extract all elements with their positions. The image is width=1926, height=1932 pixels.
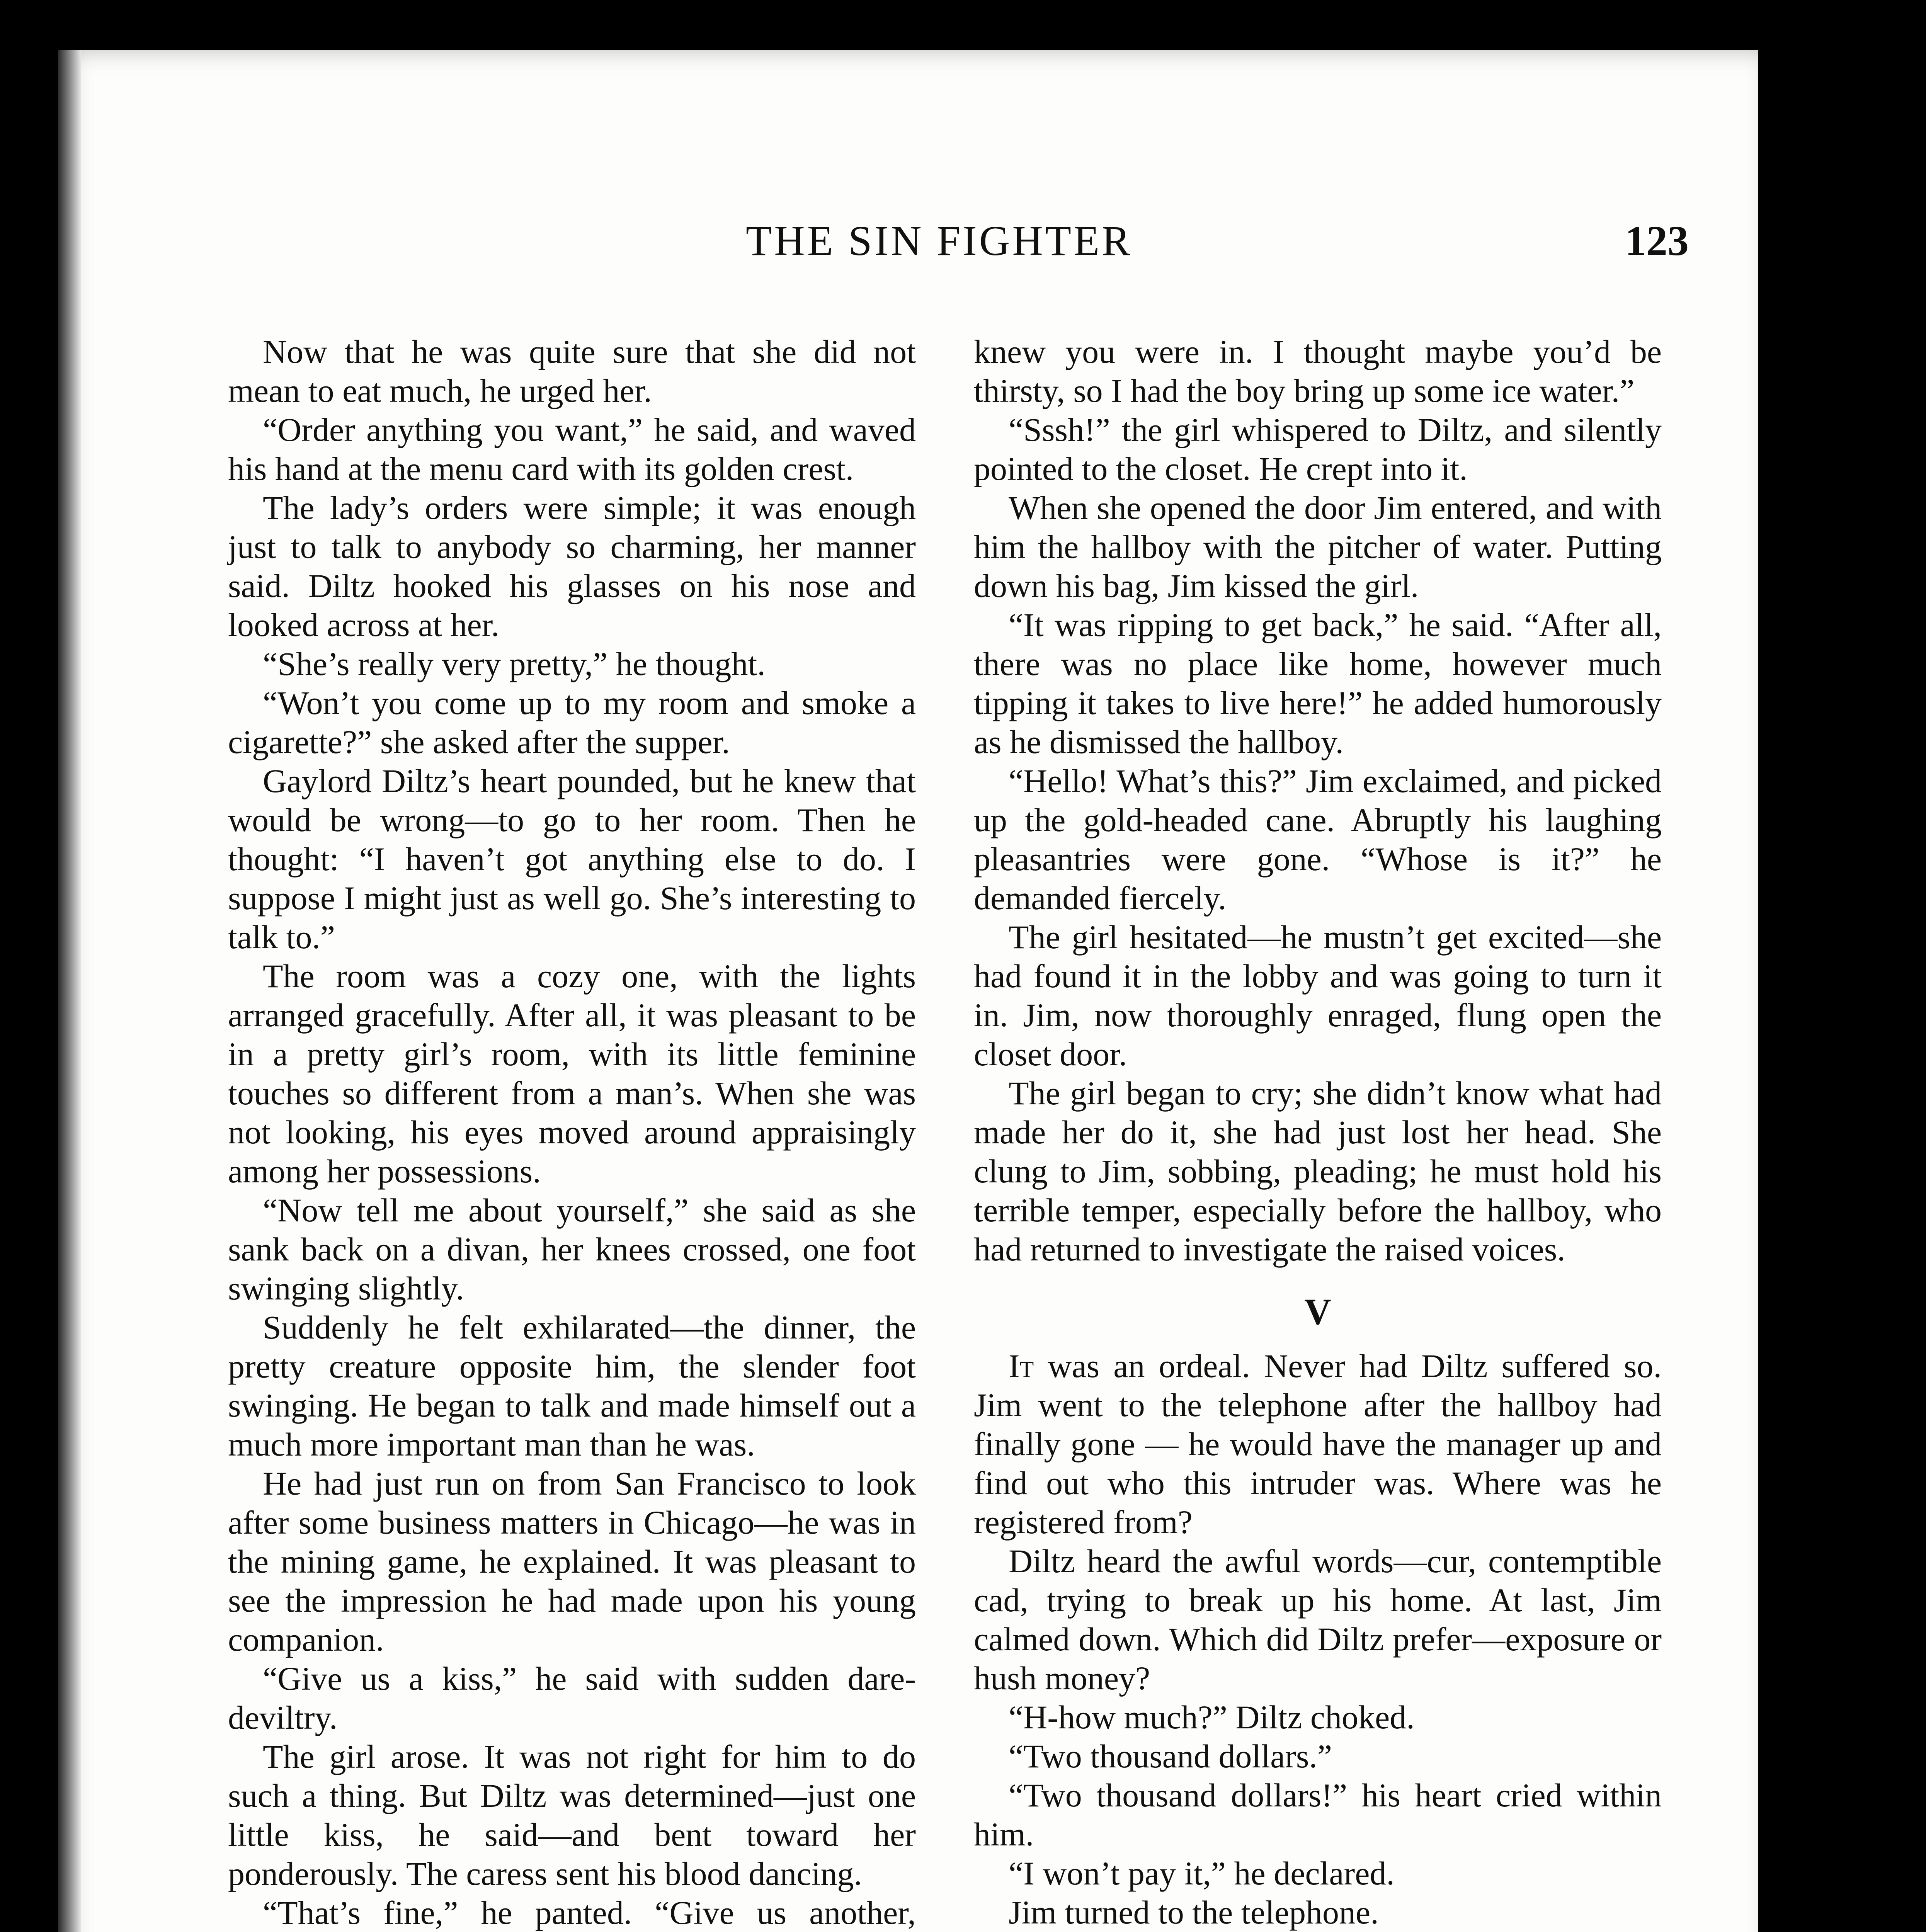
paragraph: “She’s really very pretty,” he thought.: [263, 645, 766, 682]
paragraph: Now that he was quite sure that she did not mean to eat much, he urged her.: [228, 333, 916, 409]
paragraph: “It was ripping to get back,” he said. “After all, there was no place like home, however much tipping it takes to live here!” he added humorously as he dismissed the hallboy.: [974, 606, 1662, 760]
paragraph: The girl hesitated—he mustn’t get excited—she had found it in the lobby and was going to turn it in. Jim, now thoroughly enraged, flung open the closet door.: [974, 918, 1662, 1073]
section-first-rest: was an ordeal. Never had Diltz suffered so. Jim went to the telephone after the hallboy had finally gone — he would have the manager up and find out who this intruder was. Where was he registered from?: [974, 1347, 1662, 1541]
running-title: THE SIN FIGHTER: [746, 217, 1133, 264]
section-opening-paragraph: [974, 1347, 1662, 1542]
section-first-word: It: [1009, 1347, 1034, 1384]
paragraph: Jim turned to the telephone.: [1009, 1894, 1379, 1931]
section-heading: V: [1304, 1291, 1331, 1332]
paragraph: Gaylord Diltz’s heart pounded, but he knew that would be wrong—to go to her room. Then he thought: “I haven’t got anything else to do. I suppose I might just as well go. She’s interesting to talk to.”: [228, 762, 916, 956]
right-column-part-2: [974, 1542, 1662, 1932]
paragraph: Suddenly he felt exhilarated—the dinner, the pretty creature opposite him, the slender foot swinging. He began to talk and made himself out a much more important man than he was.: [228, 1309, 916, 1463]
paragraph: The lady’s orders were simple; it was enough just to talk to anybody so charming, her manner said. Diltz hooked his glasses on his nose and looked across at her.: [228, 489, 916, 643]
paragraph: Diltz heard the awful words—cur, contemptible cad, trying to break up his home. At last, Jim calmed down. Which did Diltz prefer—exposure or hush money?: [974, 1543, 1662, 1697]
paragraph: The room was a cozy one, with the lights arranged gracefully. After all, it was pleasant to be in a pretty girl’s room, with its little feminine touches so different from a man’s. When she was not looking, his eyes moved around appraisingly among her possessions.: [228, 957, 916, 1190]
paragraph: “Order anything you want,” he said, and waved his hand at the menu card with its golden crest.: [228, 411, 916, 487]
paragraph: The girl began to cry; she didn’t know what had made her do it, she had just lost her head. She clung to Jim, sobbing, pleading; he must hold his terrible temper, especially before the hallboy, who had returned to investigate the raised voices.: [974, 1075, 1662, 1268]
paragraph: When she opened the door Jim entered, and with him the hallboy with the pitcher of water. Putting down his bag, Jim kissed the girl.: [974, 489, 1662, 604]
paragraph: “Now tell me about yourself,” she said as she sank back on a divan, her knees crossed, one foot swinging slightly.: [228, 1192, 916, 1307]
paragraph: “Sssh!” the girl whispered to Diltz, and silently pointed to the closet. He crept into it.: [974, 411, 1662, 487]
book-spine-shadow: [58, 50, 81, 1932]
right-column: [974, 332, 1662, 1932]
paragraph: The girl arose. It was not right for him to do such a thing. But Diltz was determined—just one little kiss, he said—and bent toward her ponderously. The caress sent his blood dancing.: [228, 1738, 916, 1892]
paragraph: “I won’t pay it,” he declared.: [1009, 1855, 1395, 1892]
page-number: 123: [1625, 217, 1689, 264]
paragraph: He had just run on from San Francisco to look after some business matters in Chicago—he was in the mining game, he explained. It was pleasant to see the impression he had made upon his young companion.: [228, 1465, 916, 1658]
paragraph: “Two thousand dollars!” his heart cried within him.: [974, 1777, 1662, 1853]
left-column: [228, 332, 916, 1932]
paragraph: “H-how much?” Diltz choked.: [1009, 1699, 1415, 1736]
paragraph: “Hello! What’s this?” Jim exclaimed, and picked up the gold-headed cane. Abruptly his laughing pleasantries were gone. “Whose is it?” he demanded fiercely.: [974, 762, 1662, 917]
paragraph: “That’s fine,” he panted. “Give us another,: [263, 1894, 916, 1931]
paragraph: “Two thousand dollars.”: [1009, 1738, 1332, 1775]
page-header: [213, 216, 1689, 274]
right-column-part-1: [974, 332, 1662, 1269]
paragraph: knew you were in. I thought maybe you’d be thirsty, so I had the boy bring up some ice water.”: [974, 333, 1662, 409]
book-page: [58, 50, 1758, 1932]
paragraph: “Give us a kiss,” he said with sudden dare-deviltry.: [228, 1660, 916, 1736]
paragraph: “Won’t you come up to my room and smoke a cigarette?” she asked after the supper.: [228, 684, 916, 760]
